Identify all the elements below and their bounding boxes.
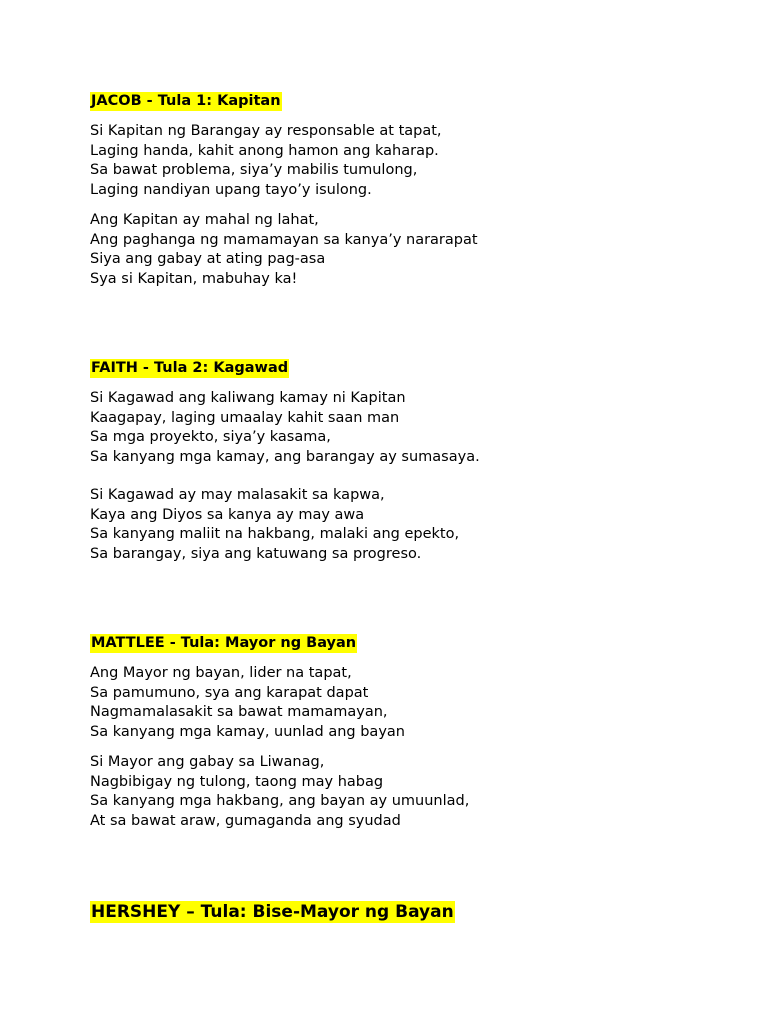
poem-heading: HERSHEY – Tula: Bise-Mayor ng Bayan (91, 902, 454, 922)
poem-line: Siya ang gabay at ating pag-asa (90, 251, 326, 268)
poem-line: Sa bawat problema, siya’y mabilis tumulong, (90, 162, 418, 179)
poem-line: Kaya ang Diyos sa kanya ay may awa (90, 506, 365, 523)
poem-stanza (90, 389, 480, 468)
poem-line: Sa kanyang mga kamay, ang barangay ay sumasaya. (90, 449, 480, 466)
poem-line: Ang Kapitan ay mahal ng lahat, (90, 212, 319, 228)
poem-line: Si Kagawad ay may malasakit sa kapwa, (90, 487, 385, 503)
poem-line: Kaagapay, laging umaalay kahit saan man (90, 409, 400, 426)
poem-line: Ang Mayor ng bayan, lider na tapat, (90, 665, 352, 681)
poem-heading: JACOB - Tula 1: Kapitan (91, 93, 281, 109)
poem-line: Si Mayor ang gabay sa Liwanag, (90, 754, 325, 770)
poem-line: At sa bawat araw, gumaganda ang syudad (90, 813, 401, 830)
poem-stanza (90, 486, 459, 565)
poem-heading: MATTLEE - Tula: Mayor ng Bayan (91, 635, 357, 651)
poem-line: Sya si Kapitan, mabuhay ka! (90, 271, 298, 288)
poem-stanza (90, 122, 442, 201)
poem-line: Sa kanyang mga hakbang, ang bayan ay umuunlad, (90, 793, 470, 810)
poem-line: Si Kagawad ang kaliwang kamay ni Kapitan (90, 390, 406, 406)
poem-heading: FAITH - Tula 2: Kagawad (91, 360, 289, 376)
poem-stanza (90, 664, 405, 743)
poem-line: Laging handa, kahit anong hamon ang kaharap. (90, 142, 439, 159)
poem-line: Sa mga proyekto, siya’y kasama, (90, 429, 331, 446)
poem-line: Laging nandiyan upang tayo’y isulong. (90, 182, 372, 199)
poem-stanza (90, 211, 478, 290)
poem-line: Nagmamalasakit sa bawat mamamayan, (90, 704, 388, 721)
poem-line: Sa pamumuno, sya ang karapat dapat (90, 684, 369, 701)
poem-line: Sa barangay, siya ang katuwang sa progreso. (90, 546, 422, 563)
poem-stanza (90, 753, 469, 832)
poem-line: Ang paghanga ng mamamayan sa kanya’y nararapat (90, 231, 478, 248)
poem-line: Nagbibigay ng tulong, taong may habag (90, 773, 384, 790)
poem-line: Si Kapitan ng Barangay ay responsable at tapat, (90, 123, 442, 139)
poem-line: Sa kanyang mga kamay, uunlad ang bayan (90, 724, 405, 741)
poem-line: Sa kanyang maliit na hakbang, malaki ang epekto, (90, 526, 460, 543)
